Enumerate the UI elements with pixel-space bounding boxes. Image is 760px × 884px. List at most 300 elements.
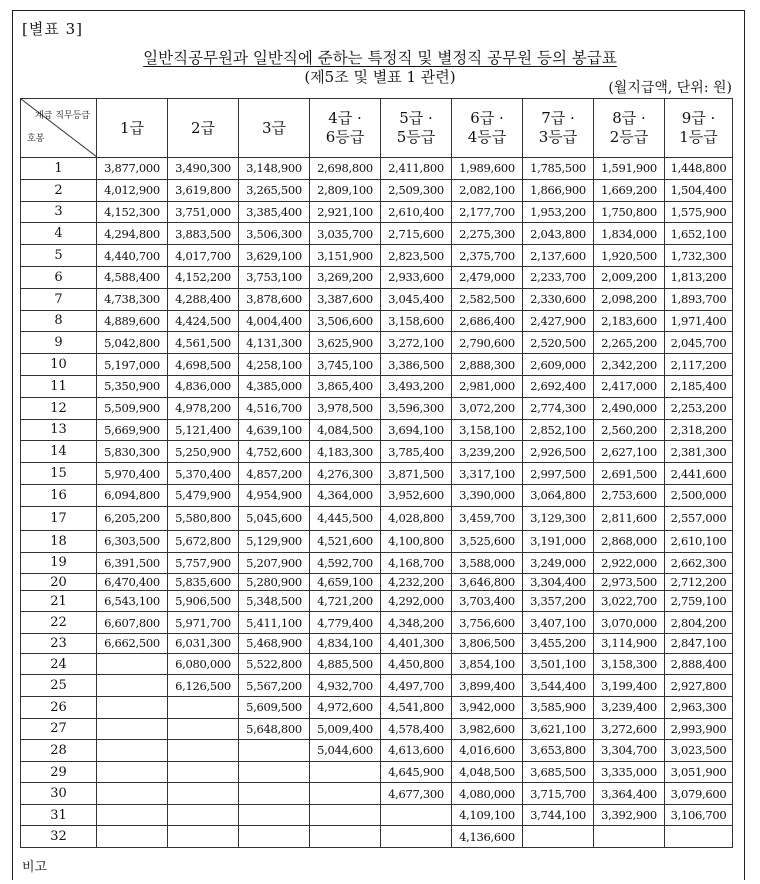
step-cell: 19 [21,552,97,573]
step-cell: 1 [21,158,97,180]
salary-cell: 2,610,100 [665,530,733,552]
salary-cell: 2,759,100 [665,591,733,612]
salary-cell: 3,106,700 [665,804,733,826]
salary-cell: 4,521,600 [310,530,381,552]
salary-cell: 1,591,900 [594,158,665,180]
salary-cell: 2,997,500 [523,463,594,485]
salary-cell: 3,585,900 [523,696,594,718]
salary-cell: 2,774,300 [523,397,594,419]
step-cell: 30 [21,783,97,805]
table-row [21,718,733,740]
salary-cell: 3,685,500 [523,761,594,783]
salary-cell [594,826,665,848]
salary-cell: 2,963,300 [665,696,733,718]
salary-cell: 1,652,100 [665,223,733,245]
grade-header: 9급 · 1등급 [665,99,733,158]
step-cell: 12 [21,397,97,419]
table-row [21,633,733,653]
salary-cell: 3,978,500 [310,397,381,419]
salary-cell: 1,866,900 [523,179,594,201]
salary-cell: 5,129,900 [239,530,310,552]
salary-cell: 2,811,600 [594,506,665,530]
grade-header: 6급 · 4등급 [452,99,523,158]
salary-cell: 4,152,300 [97,201,168,223]
salary-cell: 3,239,400 [594,696,665,718]
salary-cell: 3,785,400 [381,441,452,463]
salary-cell [168,740,239,762]
table-row [21,179,733,201]
salary-cell: 4,048,500 [452,761,523,783]
salary-cell: 1,989,600 [452,158,523,180]
salary-cell: 5,648,800 [239,718,310,740]
salary-cell: 4,292,000 [381,591,452,612]
salary-cell: 4,004,400 [239,310,310,332]
salary-cell: 3,982,600 [452,718,523,740]
salary-cell: 2,441,600 [665,463,733,485]
salary-cell: 6,031,300 [168,633,239,653]
document-subtitle: (제5조 및 별표 1 관련) [304,68,456,86]
salary-cell [168,718,239,740]
step-cell: 5 [21,245,97,267]
salary-cell: 2,275,300 [452,223,523,245]
salary-cell: 2,330,600 [523,288,594,310]
salary-cell: 4,288,400 [168,288,239,310]
salary-cell: 4,100,800 [381,530,452,552]
salary-cell: 3,629,100 [239,245,310,267]
salary-cell: 4,385,000 [239,375,310,397]
table-row [21,419,733,441]
salary-cell [97,826,168,848]
corner-grade-label: 계급 직무등급 [34,111,90,121]
salary-cell: 1,732,300 [665,245,733,267]
salary-cell [310,826,381,848]
salary-cell: 2,609,000 [523,354,594,376]
salary-cell: 3,703,400 [452,591,523,612]
salary-cell: 5,411,100 [239,612,310,633]
salary-cell [97,804,168,826]
step-cell: 3 [21,201,97,223]
salary-cell: 1,834,000 [594,223,665,245]
salary-cell: 3,407,100 [523,612,594,633]
salary-cell: 2,265,200 [594,332,665,354]
salary-cell: 2,520,500 [523,332,594,354]
salary-cell: 2,417,000 [594,375,665,397]
salary-cell [168,761,239,783]
salary-cell: 3,806,500 [452,633,523,653]
salary-cell: 1,785,500 [523,158,594,180]
salary-cell: 3,357,200 [523,591,594,612]
salary-cell: 2,823,500 [381,245,452,267]
salary-cell: 4,645,900 [381,761,452,783]
salary-cell: 2,809,100 [310,179,381,201]
salary-cell: 4,276,300 [310,463,381,485]
step-cell: 9 [21,332,97,354]
salary-cell: 3,249,000 [523,552,594,573]
salary-cell: 2,933,600 [381,266,452,288]
salary-cell: 1,575,900 [665,201,733,223]
unit-note: (월지급액, 단위: 원) [608,80,732,96]
salary-cell: 6,391,500 [97,552,168,573]
salary-cell: 4,592,700 [310,552,381,573]
salary-cell: 6,205,200 [97,506,168,530]
salary-cell: 2,790,600 [452,332,523,354]
salary-cell: 3,035,700 [310,223,381,245]
salary-cell: 2,560,200 [594,419,665,441]
table-row [21,552,733,573]
salary-cell: 2,253,200 [665,397,733,419]
salary-cell: 4,136,600 [452,826,523,848]
salary-cell: 3,883,500 [168,223,239,245]
salary-cell: 2,981,000 [452,375,523,397]
salary-cell [310,783,381,805]
salary-cell: 3,865,400 [310,375,381,397]
salary-cell: 2,500,000 [665,484,733,506]
salary-cell: 5,580,800 [168,506,239,530]
step-cell: 8 [21,310,97,332]
salary-cell: 5,609,500 [239,696,310,718]
salary-cell: 2,043,800 [523,223,594,245]
salary-cell [97,718,168,740]
salary-cell: 3,114,900 [594,633,665,653]
salary-cell: 4,294,800 [97,223,168,245]
salary-cell: 2,137,600 [523,245,594,267]
salary-cell: 4,258,100 [239,354,310,376]
step-cell: 16 [21,484,97,506]
salary-cell: 3,459,700 [452,506,523,530]
salary-cell: 1,813,200 [665,266,733,288]
salary-cell: 5,757,900 [168,552,239,573]
salary-cell: 3,871,500 [381,463,452,485]
salary-cell: 2,342,200 [594,354,665,376]
table-row [21,245,733,267]
salary-cell [97,740,168,762]
salary-cell: 3,694,100 [381,419,452,441]
grade-header: 8급 · 2등급 [594,99,665,158]
salary-cell: 4,932,700 [310,675,381,697]
salary-cell: 3,753,100 [239,266,310,288]
salary-cell: 3,151,900 [310,245,381,267]
salary-cell: 2,662,300 [665,552,733,573]
document-title: 일반직공무원과 일반직에 준하는 특정직 및 별정직 공무원 등의 봉급표 [143,49,617,67]
salary-cell: 3,390,000 [452,484,523,506]
table-row [21,223,733,245]
salary-cell: 3,588,000 [452,552,523,573]
salary-cell: 2,381,300 [665,441,733,463]
salary-cell [310,804,381,826]
step-cell: 21 [21,591,97,612]
salary-cell: 4,978,200 [168,397,239,419]
salary-cell: 3,335,000 [594,761,665,783]
salary-cell: 2,045,700 [665,332,733,354]
salary-cell: 4,084,500 [310,419,381,441]
salary-cell: 5,045,600 [239,506,310,530]
step-cell: 14 [21,441,97,463]
salary-cell: 5,348,500 [239,591,310,612]
salary-cell: 4,516,700 [239,397,310,419]
salary-cell: 4,659,100 [310,573,381,591]
salary-cell: 6,470,400 [97,573,168,591]
salary-cell: 4,232,200 [381,573,452,591]
step-cell: 10 [21,354,97,376]
salary-cell: 2,868,000 [594,530,665,552]
salary-cell: 5,509,900 [97,397,168,419]
salary-cell: 4,183,300 [310,441,381,463]
salary-cell: 2,117,200 [665,354,733,376]
salary-cell [97,761,168,783]
salary-cell: 5,042,800 [97,332,168,354]
salary-cell: 3,023,500 [665,740,733,762]
table-row [21,591,733,612]
salary-cell: 4,168,700 [381,552,452,573]
salary-cell: 5,009,400 [310,718,381,740]
salary-cell: 4,109,100 [452,804,523,826]
salary-cell: 3,751,000 [168,201,239,223]
salary-cell: 4,836,000 [168,375,239,397]
salary-cell [665,826,733,848]
salary-cell: 4,450,800 [381,653,452,675]
salary-cell: 3,070,000 [594,612,665,633]
salary-cell: 4,613,600 [381,740,452,762]
table-row [21,288,733,310]
salary-cell: 4,698,500 [168,354,239,376]
salary-cell [310,761,381,783]
salary-cell: 3,022,700 [594,591,665,612]
step-cell: 15 [21,463,97,485]
salary-cell: 2,715,600 [381,223,452,245]
step-cell: 32 [21,826,97,848]
salary-cell: 3,385,400 [239,201,310,223]
salary-cell: 3,596,300 [381,397,452,419]
salary-cell: 3,304,400 [523,573,594,591]
salary-cell: 6,303,500 [97,530,168,552]
salary-cell: 6,080,000 [168,653,239,675]
table-row [21,653,733,675]
salary-cell: 5,906,500 [168,591,239,612]
step-cell: 29 [21,761,97,783]
salary-cell: 4,834,100 [310,633,381,653]
salary-cell: 3,129,300 [523,506,594,530]
salary-cell [239,804,310,826]
salary-cell: 2,698,800 [310,158,381,180]
salary-cell: 2,804,200 [665,612,733,633]
table-body [21,158,733,848]
salary-cell [381,826,452,848]
salary-cell: 1,504,400 [665,179,733,201]
salary-cell: 4,677,300 [381,783,452,805]
grade-header: 5급 · 5등급 [381,99,452,158]
step-cell: 28 [21,740,97,762]
salary-cell: 2,098,200 [594,288,665,310]
salary-cell [239,826,310,848]
table-row [21,675,733,697]
salary-cell: 3,387,600 [310,288,381,310]
salary-cell: 4,445,500 [310,506,381,530]
salary-cell: 2,375,700 [452,245,523,267]
salary-cell: 6,607,800 [97,612,168,633]
salary-table [20,98,733,848]
salary-cell: 4,639,100 [239,419,310,441]
salary-cell: 2,691,500 [594,463,665,485]
salary-cell: 4,889,600 [97,310,168,332]
salary-cell: 3,079,600 [665,783,733,805]
salary-cell: 4,738,300 [97,288,168,310]
salary-cell: 3,045,400 [381,288,452,310]
salary-cell: 3,942,000 [452,696,523,718]
salary-cell [239,761,310,783]
salary-cell: 4,954,900 [239,484,310,506]
salary-cell: 4,028,800 [381,506,452,530]
salary-cell: 3,064,800 [523,484,594,506]
table-row [21,484,733,506]
salary-cell: 3,506,600 [310,310,381,332]
table-row [21,441,733,463]
salary-cell: 3,899,400 [452,675,523,697]
salary-cell: 2,686,400 [452,310,523,332]
table-row [21,612,733,633]
salary-cell: 5,522,800 [239,653,310,675]
table-row [21,375,733,397]
salary-cell: 5,121,400 [168,419,239,441]
table-row [21,310,733,332]
salary-cell: 2,557,000 [665,506,733,530]
salary-cell: 4,497,700 [381,675,452,697]
salary-cell: 3,148,900 [239,158,310,180]
step-cell: 18 [21,530,97,552]
salary-cell: 3,625,900 [310,332,381,354]
salary-cell: 3,392,900 [594,804,665,826]
salary-cell: 4,131,300 [239,332,310,354]
salary-cell: 2,582,500 [452,288,523,310]
salary-cell: 5,830,300 [97,441,168,463]
salary-cell: 4,541,800 [381,696,452,718]
salary-cell: 4,152,200 [168,266,239,288]
table-row [21,740,733,762]
salary-cell: 6,094,800 [97,484,168,506]
salary-cell: 4,080,000 [452,783,523,805]
salary-cell: 3,265,500 [239,179,310,201]
salary-cell: 6,662,500 [97,633,168,653]
table-row [21,158,733,180]
salary-cell: 2,926,500 [523,441,594,463]
salary-cell: 3,455,200 [523,633,594,653]
salary-cell: 2,973,500 [594,573,665,591]
salary-cell: 1,669,200 [594,179,665,201]
salary-cell: 3,653,800 [523,740,594,762]
step-cell: 23 [21,633,97,653]
salary-cell: 4,752,600 [239,441,310,463]
header-row [21,99,733,158]
salary-cell: 6,126,500 [168,675,239,697]
salary-cell [168,783,239,805]
salary-cell: 3,621,100 [523,718,594,740]
salary-cell: 4,364,000 [310,484,381,506]
salary-cell: 3,386,500 [381,354,452,376]
salary-cell: 3,158,100 [452,419,523,441]
salary-cell: 3,364,400 [594,783,665,805]
salary-cell: 5,350,900 [97,375,168,397]
salary-cell: 4,424,500 [168,310,239,332]
salary-cell: 2,185,400 [665,375,733,397]
salary-cell [239,740,310,762]
salary-cell: 2,427,900 [523,310,594,332]
step-cell: 13 [21,419,97,441]
salary-cell: 1,750,800 [594,201,665,223]
step-cell: 17 [21,506,97,530]
corner-step-label: 호봉 [27,134,45,144]
salary-cell [381,804,452,826]
grade-header: 3급 [239,99,310,158]
salary-cell: 2,610,400 [381,201,452,223]
step-cell: 26 [21,696,97,718]
salary-cell: 5,044,600 [310,740,381,762]
salary-cell: 3,158,600 [381,310,452,332]
salary-cell: 5,669,900 [97,419,168,441]
step-cell: 27 [21,718,97,740]
salary-cell: 5,207,900 [239,552,310,573]
step-cell: 25 [21,675,97,697]
salary-cell: 3,501,100 [523,653,594,675]
step-cell: 6 [21,266,97,288]
remarks-label: 비고 [22,860,48,875]
step-cell: 31 [21,804,97,826]
step-cell: 20 [21,573,97,591]
salary-cell: 2,712,200 [665,573,733,591]
salary-cell: 2,233,700 [523,266,594,288]
salary-cell: 3,158,300 [594,653,665,675]
table-row [21,397,733,419]
step-cell: 4 [21,223,97,245]
salary-cell: 2,627,100 [594,441,665,463]
salary-cell [523,826,594,848]
salary-cell: 3,877,000 [97,158,168,180]
salary-cell: 2,888,300 [452,354,523,376]
salary-cell [168,826,239,848]
salary-cell: 2,411,800 [381,158,452,180]
table-row [21,332,733,354]
table-row [21,506,733,530]
salary-cell: 3,952,600 [381,484,452,506]
salary-cell: 2,921,100 [310,201,381,223]
salary-cell: 4,017,700 [168,245,239,267]
table-row [21,696,733,718]
salary-cell: 4,972,600 [310,696,381,718]
salary-cell: 4,561,500 [168,332,239,354]
salary-cell: 2,509,300 [381,179,452,201]
salary-cell: 1,953,200 [523,201,594,223]
salary-cell: 2,479,000 [452,266,523,288]
salary-cell: 4,440,700 [97,245,168,267]
salary-cell: 5,567,200 [239,675,310,697]
salary-cell: 2,753,600 [594,484,665,506]
salary-cell: 5,468,900 [239,633,310,653]
table-row [21,530,733,552]
salary-cell: 5,370,400 [168,463,239,485]
salary-cell: 3,619,800 [168,179,239,201]
salary-cell: 2,993,900 [665,718,733,740]
salary-cell: 3,878,600 [239,288,310,310]
salary-cell: 4,721,200 [310,591,381,612]
table-row [21,804,733,826]
salary-cell: 3,744,100 [523,804,594,826]
salary-cell: 3,646,800 [452,573,523,591]
salary-cell [168,804,239,826]
table-row [21,761,733,783]
salary-cell: 4,016,600 [452,740,523,762]
salary-cell: 3,051,900 [665,761,733,783]
salary-cell: 4,857,200 [239,463,310,485]
salary-cell: 3,239,200 [452,441,523,463]
appendix-tag: [별표 3] [22,20,83,38]
